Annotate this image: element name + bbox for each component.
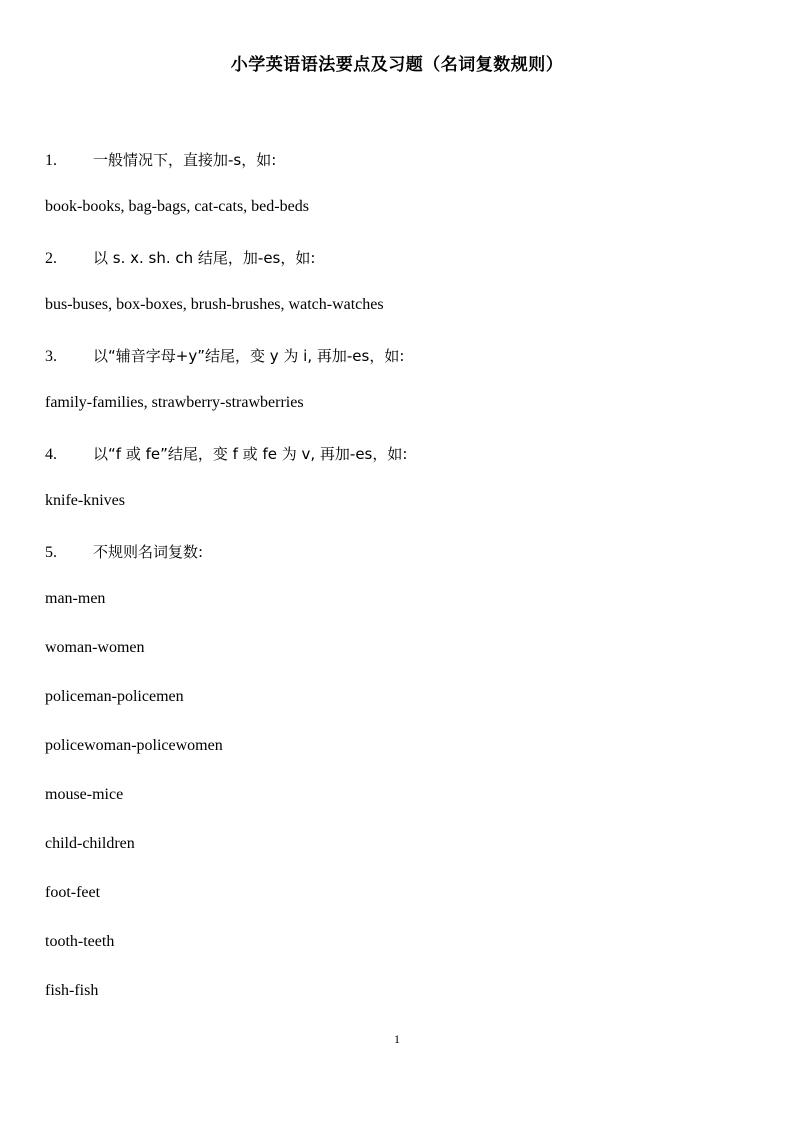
rule-4 — [45, 443, 407, 464]
irregular-item: policewoman-policewomen — [45, 737, 223, 754]
rule-text: 以“辅音字母+y”结尾，变 y 为 i, 再加-es，如: — [93, 347, 405, 365]
rule-4-example: knife-knives — [45, 492, 125, 509]
rule-5 — [45, 541, 203, 562]
rule-1 — [45, 149, 276, 170]
irregular-item: foot-feet — [45, 884, 101, 901]
irregular-item: tooth-teeth — [45, 933, 115, 950]
irregular-item: man-men — [45, 590, 106, 607]
rule-2-example: bus-buses, box-boxes, brush-brushes, watch-watches — [45, 296, 384, 313]
rule-1-example: book-books, bag-bags, cat-cats, bed-beds — [45, 198, 309, 215]
rule-2 — [45, 247, 315, 268]
page-title: 小学英语语法要点及习题（名词复数规则） — [230, 55, 564, 75]
rule-text: 以 s. x. sh. ch 结尾，加-es，如: — [93, 249, 316, 267]
rule-text: 一般情况下，直接加-s，如: — [93, 151, 277, 169]
rule-number: 5. — [45, 544, 57, 561]
irregular-item: mouse-mice — [45, 786, 124, 803]
rule-text: 不规则名词复数: — [93, 543, 204, 561]
rule-3-example: family-families, strawberry-strawberries — [45, 394, 304, 411]
rule-number: 2. — [45, 250, 57, 267]
irregular-item: child-children — [45, 835, 135, 852]
irregular-item: policeman-policemen — [45, 688, 184, 705]
irregular-item: fish-fish — [45, 982, 99, 999]
rule-text: 以“f 或 fe”结尾，变 f 或 fe 为 v, 再加-es，如: — [93, 445, 408, 463]
rule-number: 4. — [45, 446, 57, 463]
page-number: 1 — [394, 1032, 400, 1046]
rule-number: 3. — [45, 348, 57, 365]
rule-number: 1. — [45, 152, 57, 169]
rule-3 — [45, 345, 404, 366]
irregular-item: woman-women — [45, 639, 145, 656]
